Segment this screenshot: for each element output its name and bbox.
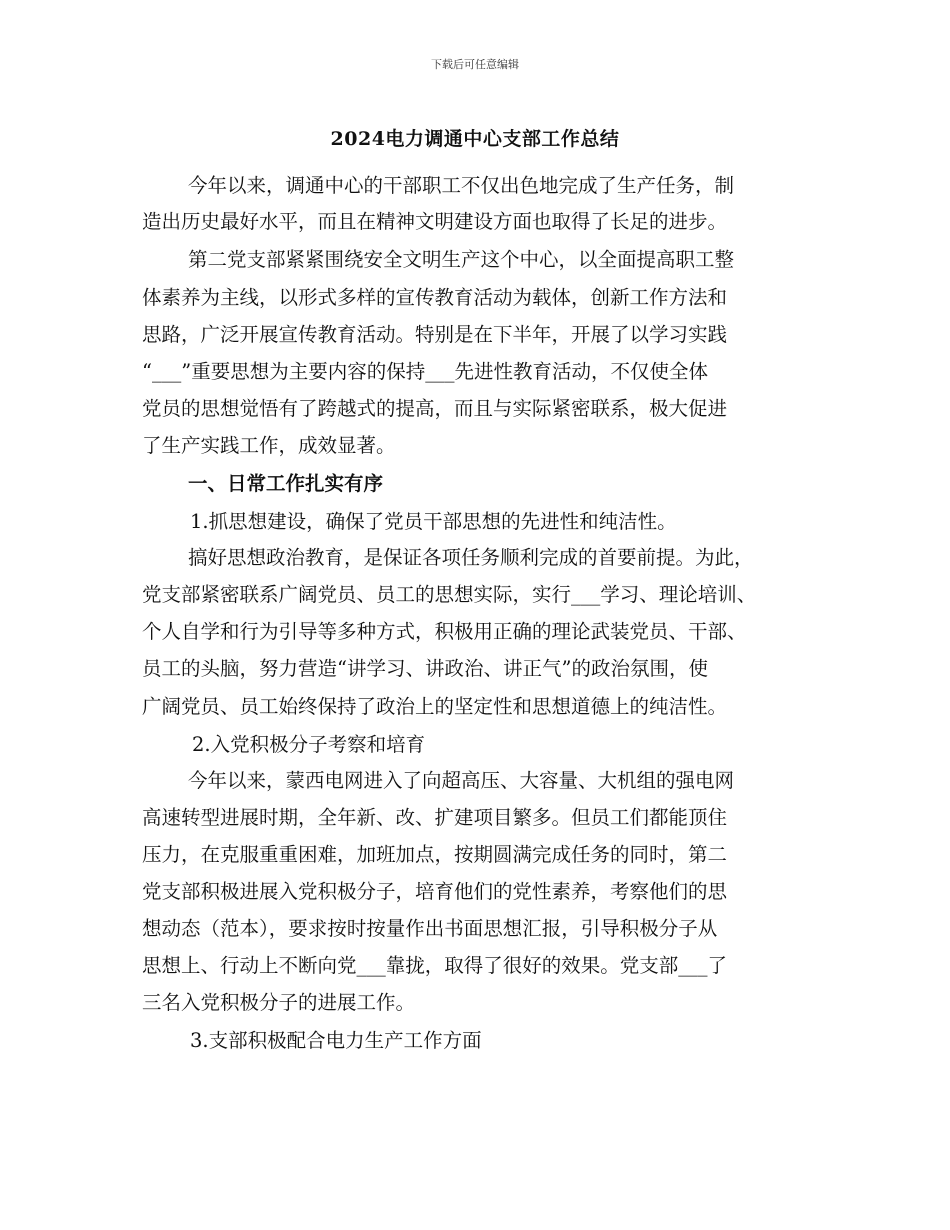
paragraph-line: 造出历史最好水平，而且在精神文明建设方面也取得了长足的进步。 bbox=[142, 210, 728, 233]
page-header: 下载后可任意编辑 bbox=[431, 58, 519, 71]
paragraph-line: 个人自学和行为引导等多种方式，积极用正确的理论武装党员、干部、 bbox=[142, 620, 747, 643]
paragraph-line: 广阔党员、员工始终保持了政治上的坚定性和思想道德上的纯洁性。 bbox=[142, 695, 728, 718]
paragraph-line: 员工的头脑，努力营造“讲学习、讲政治、讲正气”的政治氛围，使 bbox=[142, 657, 708, 680]
paragraph-line: 想动态（范本），要求按时按量作出书面思想汇报，引导积极分子从 bbox=[142, 917, 718, 940]
paragraph-line: 体素养为主线，以形式多样的宣传教育活动为载体，创新工作方法和 bbox=[142, 286, 728, 309]
paragraph-line: 思想上、行动上不断向党___靠拢，取得了很好的效果。党支部___了 bbox=[142, 954, 728, 977]
section-heading: 一、日常工作扎实有序 bbox=[188, 472, 384, 495]
paragraph-line: “___”重要思想为主要内容的保持___先进性教育活动，不仅使全体 bbox=[142, 360, 708, 383]
paragraph-line: 党员的思想觉悟有了跨越式的提高，而且与实际紧密联系，极大促进 bbox=[142, 397, 728, 420]
document-title: 2024电力调通中心支部工作总结 bbox=[330, 128, 620, 150]
subsection-heading: 2.入党积极分子考察和培育 bbox=[192, 733, 426, 756]
subsection-heading: 3.支部积极配合电力生产工作方面 bbox=[190, 1029, 482, 1052]
paragraph-line: 高速转型进展时期，全年新、改、扩建项目繁多。但员工们都能顶住 bbox=[142, 806, 728, 829]
paragraph-line: 今年以来，调通中心的干部职工不仅出色地完成了生产任务，制 bbox=[188, 174, 735, 197]
paragraph-line: 今年以来，蒙西电网进入了向超高压、大容量、大机组的强电网 bbox=[188, 769, 735, 792]
paragraph-line: 党支部积极进展入党积极分子，培育他们的党性素养，考察他们的思 bbox=[142, 880, 728, 903]
subsection-heading: 1.抓思想建设，确保了党员干部思想的先进性和纯洁性。 bbox=[190, 510, 677, 533]
paragraph-line: 思路，广泛开展宣传教育活动。特别是在下半年，开展了以学习实践 bbox=[142, 323, 728, 346]
paragraph-line: 压力，在克服重重困难，加班加点，按期圆满完成任务的同时，第二 bbox=[142, 843, 728, 866]
paragraph-line: 党支部紧密联系广阔党员、员工的思想实际，实行___学习、理论培训、 bbox=[142, 583, 757, 606]
paragraph-line: 了生产实践工作，成效显著。 bbox=[142, 434, 396, 457]
paragraph-line: 第二党支部紧紧围绕安全文明生产这个中心，以全面提高职工整 bbox=[188, 248, 735, 271]
paragraph-line: 三名入党积极分子的进展工作。 bbox=[142, 991, 416, 1014]
paragraph-line: 搞好思想政治教育，是保证各项任务顺利完成的首要前提。为此， bbox=[188, 546, 754, 569]
